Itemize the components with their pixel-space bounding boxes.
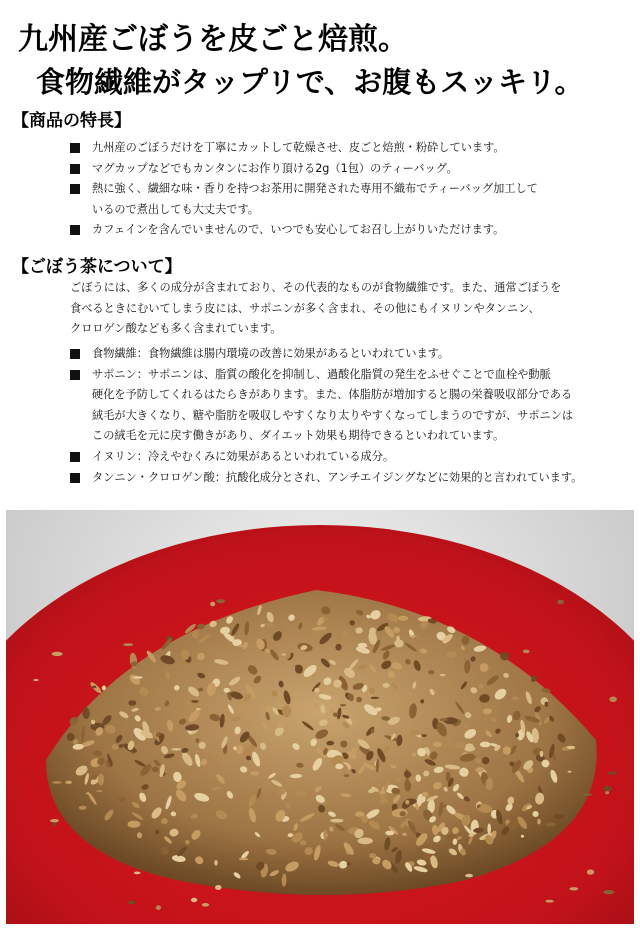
tea-chip (52, 652, 63, 656)
tea-chip (347, 863, 351, 866)
tea-chip (532, 811, 538, 817)
tea-chip (515, 733, 519, 738)
tea-chip (371, 697, 380, 699)
tea-chip (609, 697, 617, 703)
intro-line: ごぼうには、多くの成分が含まれており、その代表的なものが食物繊維です。また、通常ごぼうを (70, 281, 562, 294)
tea-chip (428, 670, 434, 674)
tea-chip (410, 730, 420, 736)
tea-chip (568, 771, 572, 773)
about-heading: 【ごぼう茶について】 (12, 257, 182, 277)
bullet-square-icon (70, 143, 80, 153)
product-photo (6, 510, 634, 924)
tea-chip (398, 616, 408, 621)
tea-chip (466, 744, 474, 749)
tea-chip (322, 618, 328, 620)
tea-chip (405, 800, 409, 805)
tea-chip (65, 781, 72, 784)
tea-chip (213, 752, 218, 757)
tea-chip (603, 890, 614, 894)
feature-item (70, 220, 630, 241)
tea-chip (308, 670, 312, 675)
headline-line-2: 食物繊維がタップリで、お腹もスッキリ。 (36, 65, 584, 99)
tea-chip (210, 602, 215, 607)
tea-chip (134, 872, 141, 875)
tea-chip (400, 811, 406, 816)
tea-chip (133, 676, 143, 679)
tea-chip (98, 774, 104, 786)
tea-chip (521, 835, 524, 838)
tea-chip (92, 686, 96, 689)
component-item (70, 365, 630, 447)
tea-chip (358, 643, 368, 648)
component-text: サポニン：サポニンは、脂質の酸化を抑制し、過酸化脂質の発生をふせぐことで血栓や動脈 (92, 367, 551, 381)
component-text-continued: 硬化を予防してくれるはたらきがあります。また、体脂肪が増加すると腸の栄養吸収部分である (92, 388, 573, 402)
tea-chip (329, 826, 333, 831)
tea-chip (79, 806, 87, 810)
tea-chip (512, 697, 519, 701)
tea-chip (439, 718, 448, 721)
tea-chip (171, 748, 181, 751)
intro-line: 食べるときにむいてしまう皮には、サポニンが多く含まれ、その他にもイヌリンやタンニン、 (70, 301, 540, 315)
tea-chip (344, 774, 350, 777)
tea-chip (128, 901, 136, 905)
tea-chip (582, 794, 592, 796)
feature-item (70, 159, 630, 180)
tea-chip (587, 869, 594, 874)
bullet-square-icon (70, 184, 80, 194)
feature-text: マグカップなどでもカンタンにお作り頂ける2g（1包）のティーバッグ。 (92, 161, 458, 175)
tea-chip (557, 600, 564, 605)
tea-chip (480, 742, 491, 748)
about-intro (70, 278, 630, 340)
tea-chip (239, 858, 249, 861)
tea-chip (356, 697, 362, 703)
tea-chip (329, 709, 333, 713)
bullet-square-icon (70, 473, 80, 483)
tea-chip (569, 887, 578, 890)
components-list (70, 344, 630, 488)
component-text-continued: この絨毛を元に戻す働きがあり、ダイエット効果も期待できるといわれています。 (92, 429, 505, 443)
tea-chip (282, 654, 286, 656)
tea-chip (86, 792, 89, 794)
tea-chip (238, 645, 246, 647)
tea-chip (202, 903, 209, 907)
tea-chip (603, 786, 611, 791)
tea-chip (537, 819, 541, 825)
bullet-square-icon (70, 349, 80, 359)
features-list (70, 138, 630, 241)
tea-chip (137, 832, 142, 838)
feature-item (70, 179, 630, 220)
feature-item (70, 138, 630, 159)
tea-chip (191, 898, 197, 902)
tea-chip (545, 702, 549, 707)
tea-chip (358, 838, 373, 845)
tea-chip (475, 768, 484, 773)
headline-line-1: 九州産ごぼうを皮ごと焙煎。 (18, 22, 408, 57)
tea-chip (191, 700, 198, 703)
tea-chip (396, 636, 400, 642)
features-heading: 【商品の特長】 (12, 111, 131, 131)
tea-chip (50, 819, 59, 822)
tea-chip (330, 819, 343, 823)
component-item (70, 447, 630, 468)
tea-chip (487, 823, 491, 834)
tea-chip (300, 840, 306, 845)
tea-chip (545, 822, 556, 826)
tea-chip (545, 900, 554, 903)
tea-chip (607, 772, 618, 775)
tea-chip (313, 703, 318, 707)
component-item (70, 468, 630, 489)
tea-chip (156, 905, 161, 910)
tea-chip (118, 798, 126, 802)
burdock-tea-on-red-plate-image (6, 510, 634, 924)
tea-chip (215, 885, 222, 890)
feature-text: 熱に強く、繊細な味・香りを持つお茶用に開発された専用不織布でティーバッグ加工して (92, 182, 538, 196)
component-text-continued: 絨毛が大きくなり、糖や脂肪を吸収しやすくなり太りやすくなってしまうのですが、サポニンは (92, 408, 574, 422)
tea-chip (554, 814, 565, 819)
tea-chip (369, 853, 376, 858)
tea-chip (355, 811, 364, 816)
component-text: イヌリン：冷えやむくみに効果があるといわれている成分。 (92, 449, 395, 463)
tea-chip (411, 635, 417, 637)
tea-chip (440, 674, 446, 676)
tea-chip (605, 791, 609, 794)
tea-chip (52, 781, 62, 783)
tea-chip (412, 753, 416, 757)
tea-chip (123, 643, 133, 646)
feature-text: カフェインを含んでいませんので、いつでも安心してお召し上がりいただけます。 (92, 223, 505, 237)
tea-chip (380, 798, 389, 804)
tea-chip (266, 623, 274, 626)
tea-chip (146, 736, 153, 739)
tea-chip (152, 767, 159, 773)
tea-chip (523, 650, 530, 654)
feature-text: 九州産のごぼうだけを丁寧にカットして乾燥させ、皮ごと焙煎・粉砕しています。 (92, 141, 505, 154)
component-text: 食物繊維：食物繊維は腸内環境の改善に効果があるといわれています。 (92, 347, 450, 360)
tea-chip (128, 700, 136, 706)
tea-chip (385, 831, 394, 836)
tea-chip (196, 708, 201, 711)
component-item (70, 344, 630, 365)
bullet-square-icon (70, 225, 80, 235)
tea-chip (34, 679, 39, 681)
tea-chip (340, 704, 346, 707)
bullet-square-icon (70, 370, 80, 380)
feature-text-continued: いるので煮出しても大丈夫です。 (92, 202, 259, 216)
tea-chip (190, 736, 195, 739)
tea-chip (446, 651, 457, 657)
tea-chip (224, 688, 231, 693)
tea-chip (214, 860, 217, 866)
tea-chip (233, 746, 236, 750)
tea-chip (371, 729, 375, 734)
tea-chip (216, 599, 225, 603)
intro-line: クロロゲン酸なども多く含まれています。 (70, 322, 282, 336)
bullet-square-icon (70, 164, 80, 174)
bullet-square-icon (70, 452, 80, 462)
tea-chip (96, 790, 102, 792)
tea-chip (128, 821, 141, 828)
tea-chip (335, 764, 343, 770)
component-text: タンニン・クロロゲン酸：抗酸化成分とされ、アンチエイジングなどに効果的と言われています。 (92, 470, 583, 484)
tea-chip (465, 874, 473, 878)
tea-chip (567, 746, 575, 749)
